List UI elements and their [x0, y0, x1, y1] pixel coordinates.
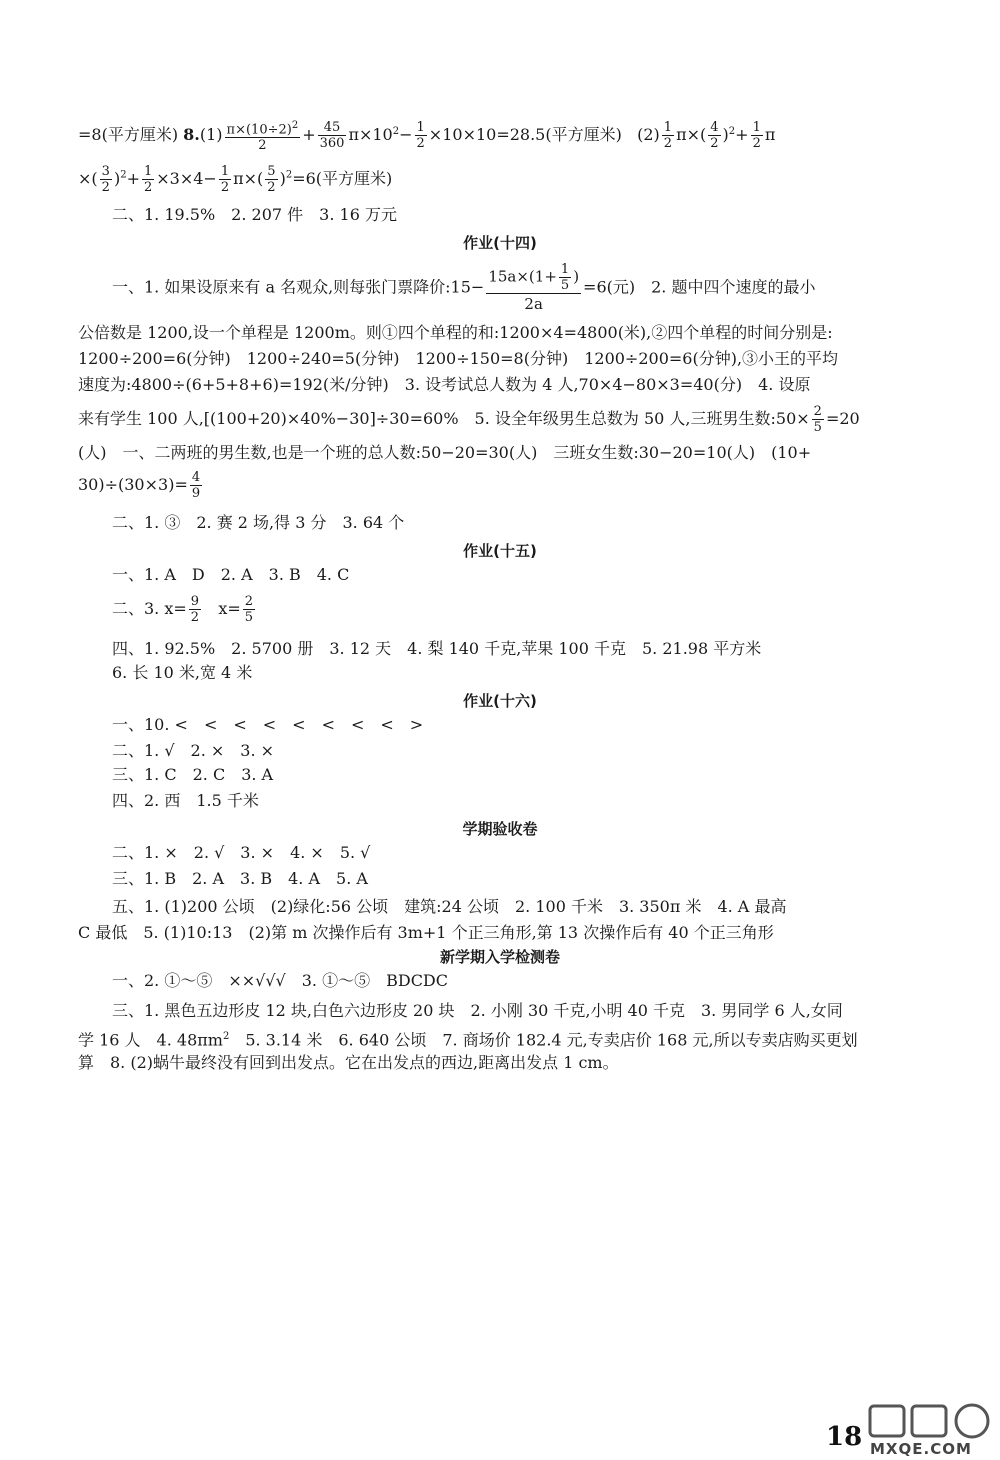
text: π×10: [348, 125, 393, 145]
answer-line-17: 二、1. √ 2. × 3. ×: [112, 741, 275, 760]
fraction: $\frac{2}{5}$: [244, 594, 254, 625]
fraction: $\frac{3}{2}$: [101, 164, 110, 195]
answer-line-4: 一、1. 如果设原来有 a 名观众,则每张门票降价:15− 15a×(1+ $\frac{1}{5}$ ) 2a =6(元) 2. 题中四个速度的最小: [112, 262, 816, 313]
fraction: $\frac{4}{9}$: [191, 470, 201, 501]
fraction: $\frac{1}{2}$: [663, 120, 673, 152]
fraction: $\frac{1}{2}$: [416, 120, 425, 152]
answer-line-22: 五、1. (1)200 公顷 (2)绿化:56 公顷 建筑:24 公顷 2. 100 千米 3. 350π 米 4. A 最高: [112, 897, 787, 916]
page-number: 18: [826, 1422, 863, 1452]
answer-line-7: 速度为:4800÷(6+5+8+6)=192(米/分钟) 3. 设考试总人数为 4 人,70×4−80×3=40(分) 4. 设原: [78, 375, 811, 394]
answer-line-24: 一、2. ①～⑤ ××√√√ 3. ①～⑤ BDCDC: [112, 971, 449, 990]
answer-line-5: 公倍数是 1200,设一个单程是 1200m。则①四个单程的和:1200×4=4800(米),②四个单程的时间分别是:: [78, 323, 833, 342]
answer-line-12: 一、1. A D 2. A 3. B 4. C: [112, 565, 350, 584]
section-heading-17: 学期验收卷: [462, 820, 538, 838]
section-heading-15: 作业(十五): [463, 542, 537, 560]
answer-line-13: 二、3. x= $\frac{9}{2}$ x= $\frac{2}{5}$: [112, 594, 254, 625]
answer-line-1: =8(平方厘米) 8.(1) $\frac{\pi\times(10\div 2)^2}{2}$ + $\frac{45}{360}$ $\pi\times 10^2-$ $\frac{1}{2}$ ×10×10=28.5(平方厘米) (2) $\frac{1}{2}$ π×( $\frac{4}{2}$ )$^2$+ $\frac{1}{2}$ π: [78, 120, 776, 154]
text: ×10×10=28.5(平方厘米): [428, 125, 622, 145]
answer-line-10: 30)÷(30×3)= $\frac{4}{9}$: [78, 470, 201, 501]
fraction: $\frac{1}{2}$: [752, 120, 761, 152]
answer-line-21: 三、1. B 2. A 3. B 4. A 5. A: [112, 869, 368, 888]
fraction: $\frac{45}{360}$: [319, 120, 345, 152]
answer-line-6: 1200÷200=6(分钟) 1200÷240=5(分钟) 1200÷150=8(分钟) 1200÷200=6(分钟),③小王的平均: [78, 349, 839, 368]
answer-line-23: C 最低 5. (1)10:13 (2)第 m 次操作后有 3m+1 个正三角形,第 13 次操作后有 40 个正三角形: [78, 923, 774, 942]
answer-line-9: (人) 一、二两班的男生数,也是一个班的总人数:50−20=30(人) 三班女生数:30−20=10(人) (10+: [78, 443, 812, 462]
answer-line-25: 三、1. 黑色五边形皮 12 块,白色六边形皮 20 块 2. 小刚 30 千克,小明 40 千克 3. 男同学 6 人,女同: [112, 1001, 843, 1020]
watermark-text: MXQE.COM: [870, 1440, 972, 1458]
fraction: $\frac{2}{5}$: [813, 404, 822, 435]
fraction: $\frac{1}{2}$: [220, 164, 230, 195]
answer-line-20: 二、1. × 2. √ 3. × 4. × 5. √: [112, 843, 371, 862]
answer-line-26: 学 16 人 4. $48\pi m^2$ 5. 3.14 米 6. 640 公顷 7. 商场价 182.4 元,专卖店价 168 元,所以专卖店购买更划: [78, 1030, 858, 1050]
answer-line-3: 二、1. 19.5% 2. 207 件 3. 16 万元: [112, 205, 397, 224]
fraction: $\frac{9}{2}$: [190, 594, 200, 625]
section-heading-14: 作业(十四): [463, 234, 537, 252]
answer-line-27: 算 8. (2)蜗牛最终没有回到出发点。它在出发点的西边,距离出发点 1 cm。: [78, 1053, 619, 1072]
fraction: $\frac{5}{2}$: [267, 164, 276, 195]
text: (1): [199, 125, 223, 145]
answer-line-2: ×( $\frac{3}{2}$ )$^2$+ $\frac{1}{2}$ ×3×4− $\frac{1}{2}$ π×( $\frac{5}{2}$ )$^2$=6(平方厘米): [78, 164, 393, 195]
section-heading-18: 新学期入学检测卷: [439, 948, 560, 966]
item-number: 8.: [183, 125, 200, 145]
answer-line-8: 来有学生 100 人,[(100+20)×40%−30]÷30=60% 5. 设全年级男生总数为 50 人,三班男生数:50× $\frac{2}{5}$ =20: [78, 404, 860, 435]
fraction: $\frac{1}{2}$: [143, 164, 153, 195]
section-heading-16: 作业(十六): [463, 692, 537, 710]
fraction: $\frac{4}{2}$: [710, 120, 719, 152]
text: =8(平方厘米): [78, 125, 179, 145]
answer-line-15: 6. 长 10 米,宽 4 米: [112, 663, 253, 682]
answer-line-11: 二、1. ③ 2. 赛 2 场,得 3 分 3. 64 个: [112, 513, 405, 532]
answer-line-16: 一、10. < < < < < < < < >: [112, 715, 424, 734]
answer-line-18: 三、1. C 2. C 3. A: [112, 765, 274, 784]
answer-line-19: 四、2. 西 1.5 千米: [112, 791, 259, 810]
fraction: 15a×(1+ $\frac{1}{5}$ ) 2a: [488, 262, 580, 313]
fraction: $\frac{\pi\times(10\div 2)^2}{2}$: [226, 120, 299, 154]
answer-line-14: 四、1. 92.5% 2. 5700 册 3. 12 天 4. 梨 140 千克,苹果 100 千克 5. 21.98 平方米: [112, 639, 762, 658]
